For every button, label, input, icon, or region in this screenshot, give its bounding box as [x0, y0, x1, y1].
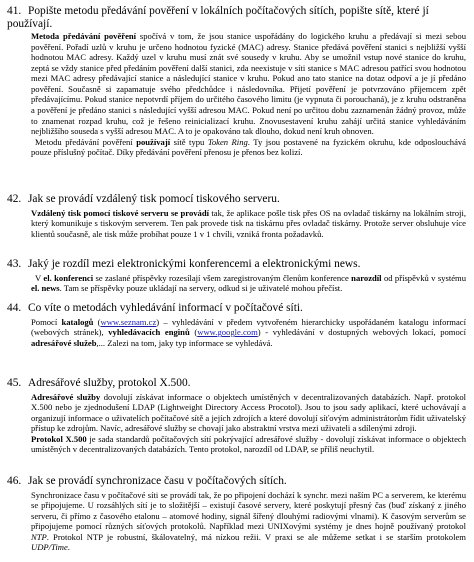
answer-text: sítě typu: [170, 136, 208, 147]
answer-term: Adresářové služby: [31, 391, 101, 402]
question-43: [7, 258, 466, 294]
answer-term-italic: NTP: [31, 531, 47, 542]
seznam-link[interactable]: www.seznam.cz: [100, 316, 157, 327]
answer-text: ,... Zalezi na tom, jaky typ informace se vyhledává.: [96, 337, 273, 348]
question-46: [7, 475, 466, 553]
answer-text: V: [35, 272, 44, 283]
answer-term: el. konferenci: [43, 272, 94, 283]
answer-text: ) - vyhledávání v dostupných webových lokací, pomocí: [257, 327, 466, 338]
answer-term: el. news: [31, 283, 60, 294]
answer-text: od příspěvků v systému: [381, 272, 467, 283]
answer-text: tak, že aplikace pošle tisk přes OS na ovladač tiskárny na lokálním stroji, který komunikuje s tiskovým serverem. Ten pak provede tisk na tiskárnu přes ovladač tiskárny. Protože server obsluhuje více klientů současně, ale tisk může probíhat pouze 1 v 1 chvíli, vzniká fronta požadavků.: [31, 207, 466, 239]
question-title: Jak se provádí vzdálený tisk pomocí tiskového serveru.: [28, 193, 280, 205]
question-number: 43.: [7, 258, 22, 270]
answer-text: Metodu předávání pověření: [35, 136, 137, 147]
answer-paragraph: [31, 317, 466, 349]
question-number: 42.: [7, 193, 22, 205]
answer-term: vyhledávacích enginů: [108, 327, 190, 338]
question-number: 44.: [7, 302, 22, 314]
question-45: [7, 377, 466, 455]
answer-text: (: [189, 327, 198, 338]
answer-text: je sada standardů počítačových sítí pokrývající adresářové služby - dovolují získávat informace o objektech umístěných v decentralizovaných databázích. Tento protokol, narozdíl od LDAP, se příliš neuchytil.: [31, 433, 466, 455]
question-title: Jaký je rozdíl mezi elektronickými konferencemi a elektronickými news.: [28, 258, 361, 270]
answer-term: Vzdálený tisk pomocí tiskové serveru se provádí: [31, 207, 210, 218]
answer-text: . Tam se příspěvky pouze ukládají na servery, odkud si je uživatelé mohou přečíst.: [59, 283, 343, 294]
question-41-heading: [7, 5, 466, 30]
question-number: 45.: [7, 377, 22, 389]
answer-text: . Ty jsou postavené na fyzickém okruhu, kde odposlouchává pouze příslušný počítač. Díky předávání pověření přenosu je přenos bez kolizí.: [31, 136, 466, 158]
answer-term-italic: UDP/Time: [31, 542, 68, 553]
answer-text: . Protokol NTP je robustní, škálovatelný, má nízkou režii. V praxi se ale můžeme setkat i se starším protokolem: [46, 531, 466, 542]
answer-term: používají: [136, 136, 171, 147]
answer-text: Pomocí: [31, 316, 62, 327]
answer-term: katalogů: [61, 316, 94, 327]
answer-paragraph: [31, 490, 466, 553]
question-42: [7, 193, 466, 239]
question-45-heading: [7, 377, 466, 390]
answer-paragraph: [31, 137, 466, 158]
google-link[interactable]: www.google.com: [197, 327, 258, 338]
question-46-heading: [7, 475, 466, 488]
question-43-heading: [7, 258, 466, 271]
answer-paragraph: [31, 31, 466, 136]
question-number: 46.: [7, 475, 22, 487]
question-title: Adresářové služby, protokol X.500.: [28, 377, 191, 389]
answer-paragraph: [31, 434, 466, 455]
answer-term-italic: Token Ring: [207, 136, 248, 147]
answer-term: Metoda předávání pověření: [31, 31, 137, 42]
answer-paragraph: [31, 392, 466, 434]
question-title: Co víte o metodách vyhledávání informací v počítačové síti.: [28, 302, 303, 314]
question-number: 41.: [7, 5, 22, 17]
answer-text: dovolují získávat informace o objektech umístěných v decentralizovaných databázích. Např. protokol X.500 nebo je zjednodušení LDAP (Lightweight Directory Access Procotol). Jsou to jsou sady aplikací, které uchovávají a organizují informace o uživatelích počítačové sítě a jejích zdrojích a které dovolují síťovým administrátorům řídit uživatelský přístup ke zdrojům. Navíc, adresářové služby se chovají jako abstraktní vrstva mezi uživateli a sdílenými zdroji.: [31, 391, 466, 434]
question-42-heading: [7, 193, 466, 206]
answer-text: spočívá v tom, že jsou stanice uspořádány do logického kruhu a předávají si mezi sebou pověření. Pořadí uzlů v kruhu je určeno hodnotou fyzické (MAC) adresy. Stanice předává pověření stanici s nejbližší vyšší hodnotou MAC adresy. Každý uzel v kruhu musí znát své sousedy v kruhu. Aby se umožnil vstup nové stanice do kruhu, zeptá se vždy stanice před předáním pověření další stanici, zda neexistuje v síti stanice s MAC adresou patřící svou hodnotou mezi MAC adresy předávající stanice a následující stanice v kruhu. Pokud ano tato stanice na dotaz odpoví a je jí předáno pověření. Současně si zapamatuje svého předchůdce i následovníka. Přijetí pověření je potvrzováno příjemcem zpět předávajícímu. Pokud stanice nepotvrdí příjem do určitého časového limitu (je vypnuta či porouchaná), je z kruhu odstraněna a pověření je předáno stanici s následující vyšší adresou MAC. Pokud není po určitou dobu zaznamenán žádný provoz, může to znamenat rozpad kruhu, což je řešeno reinicializací kruhu. Znovusestavení kruhu zahájí určitá stanice vyhledáváním nejbližšího souseda s vyšší adresou MAC. A to je opakováno tak dlouho, dokud není kruh obnoven.: [31, 31, 466, 137]
answer-term: Protokol X.500: [31, 433, 87, 444]
answer-text: ) – vyhledávání v předem vytvořeném hierarchicky uspořádaném katalogu informací (webových stránek),: [31, 316, 466, 338]
answer-term: adresářové služeb: [31, 337, 97, 348]
question-44: [7, 302, 466, 348]
answer-paragraph: [31, 208, 466, 240]
answer-term: narozdíl: [351, 272, 382, 283]
answer-text: Synchronizace času v počítačové síti se provádí tak, že po připojení dochází k synchr. mezi naším PC a serverem, ke kterému se připojujeme. U rozsáhlých sítí je to složitější – existují časové servery, které poskytují přesný čas (buď získaný z jiného serveru, či přímo z časového etalonu – atomové hodiny, signál šířený dlouhými radiovými vlnami). K časovým serverům se připojujeme pomocí různých síťových protokolů. Například mezi UNIXovými systémy je dnes hojně používaný protokol: [31, 489, 466, 532]
answer-paragraph: [31, 273, 466, 294]
question-44-heading: [7, 302, 466, 315]
answer-text: (: [93, 316, 101, 327]
question-title: Jak se provádí synchronizace času v počítačových sítích.: [28, 475, 287, 487]
question-41: [7, 5, 466, 158]
question-title: Popište metodu předávání pověření v lokálních počítačových sítích, popište sítě, které jí používají.: [7, 5, 429, 30]
answer-text: se zaslané příspěvky rozesílají všem zaregistrovaným členům konference: [93, 272, 352, 283]
answer-text: .: [67, 542, 70, 553]
